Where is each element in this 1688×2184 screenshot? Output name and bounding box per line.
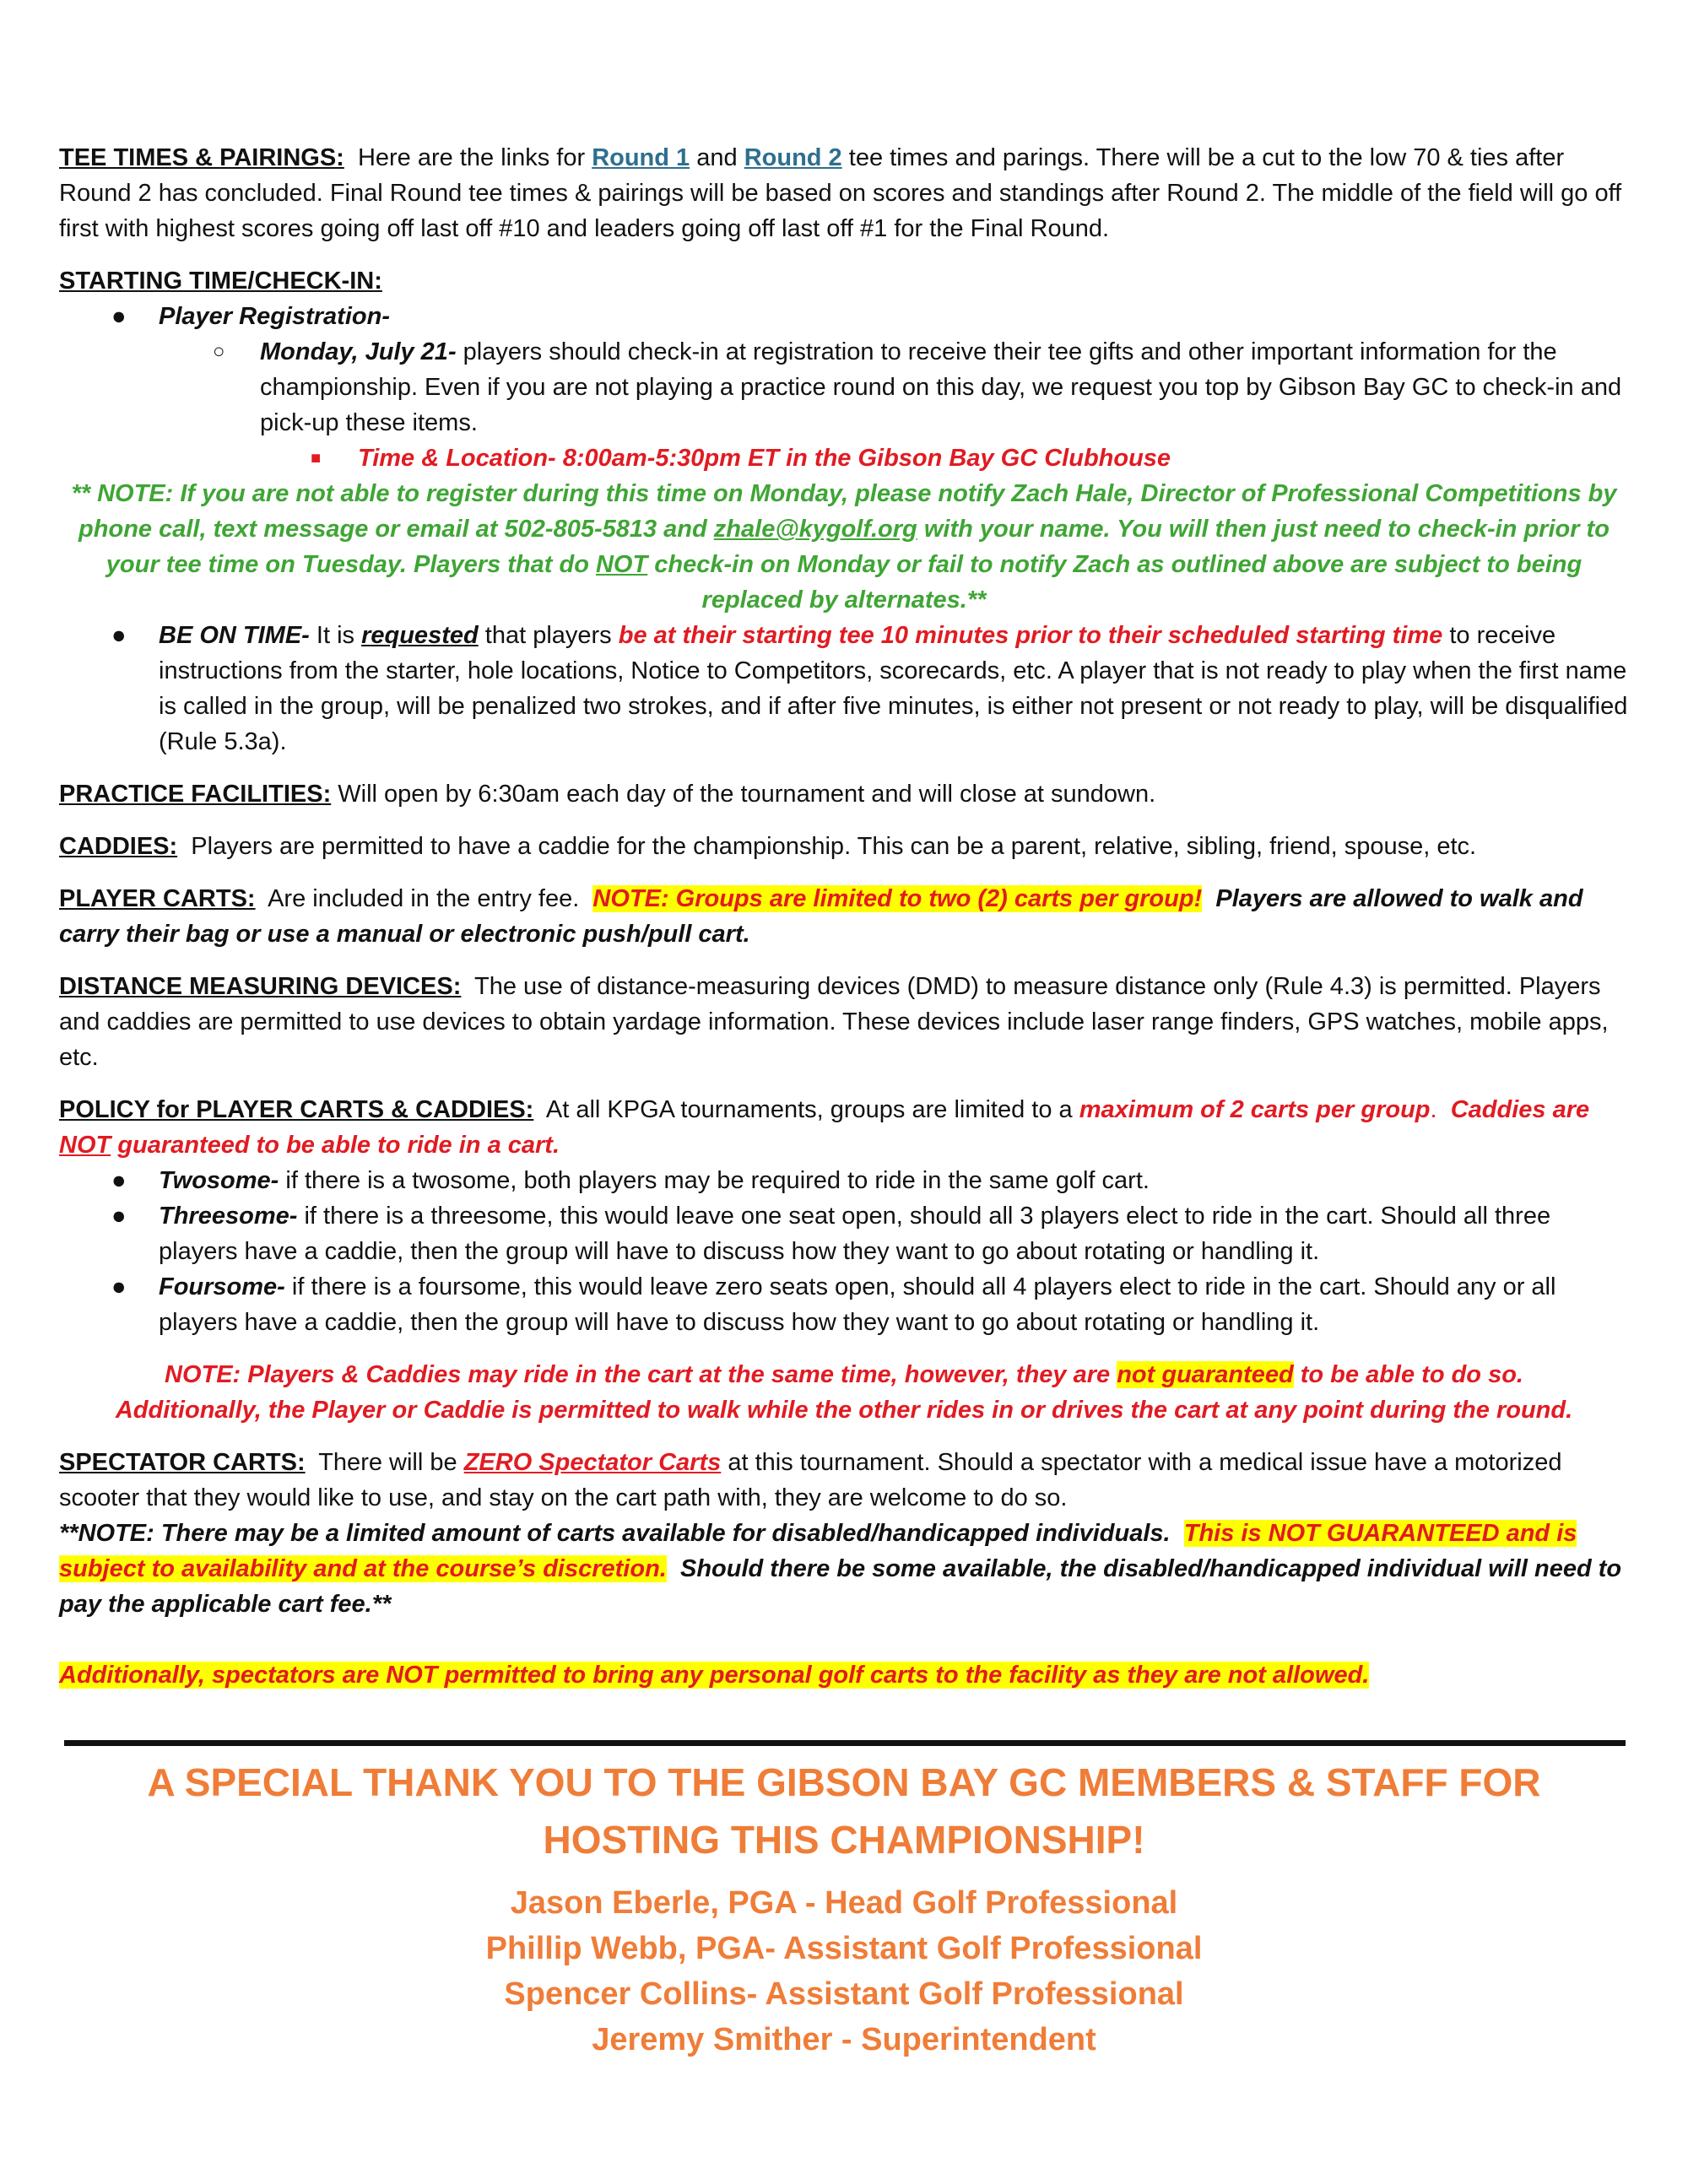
on-time-label: BE ON TIME- <box>159 622 310 649</box>
caddies-heading: CADDIES: <box>59 833 178 860</box>
divider <box>64 1740 1626 1746</box>
tee-times-details: tee times and parings. There will be a cut to the low 70 & ties after Round 2 has concluded. Final Round tee times & pairings will be based on scores and standings after Round 2. The middle of the field will go off first with highest scores going off last off #10 and leaders going off last off #1 for the Final Round. <box>59 144 1622 242</box>
ride-note-a: NOTE: Players & Caddies may ride in the cart at the same time, however, they are <box>165 1361 1111 1388</box>
bullet-icon: ● <box>111 1273 127 1300</box>
list-item-text: if there is a threesome, this would leave one seat open, should all 3 players elect to ride in the cart. Should all three players have a caddie, then the group will have to discuss how they want to go about rotating or handling it. <box>159 1203 1551 1265</box>
practice-text: Will open by 6:30am each day of the tournament and will close at sundown. <box>338 781 1156 808</box>
spectator-note-a: **NOTE: There may be a limited amount of carts available for disabled/handicapped individuals. <box>59 1520 1171 1547</box>
spectator-text-b: at this tournament. Should a spectator with a medical issue have a motorized scooter that they would like to use, and stay on the cart path with, they are welcome to do so. <box>59 1449 1562 1511</box>
list-item-label: Threesome- <box>159 1203 298 1230</box>
policy-caddies-are: Caddies are <box>1450 1096 1590 1123</box>
caddies-section <box>59 829 1629 864</box>
starting-heading: STARTING TIME/CHECK-IN: <box>59 268 382 295</box>
tee-times-section <box>59 140 1629 246</box>
dmd-heading: DISTANCE MEASURING DEVICES: <box>59 973 462 1000</box>
policy-dot: . <box>1430 1096 1437 1123</box>
spectator-section <box>59 1445 1629 1693</box>
staff-item: Phillip Webb, PGA- Assistant Golf Professional <box>485 1931 1203 1966</box>
bullet-icon: ● <box>111 1167 127 1194</box>
starting-section <box>59 263 1629 760</box>
on-time-red: be at their starting tee 10 minutes prior to their scheduled starting time <box>618 622 1443 649</box>
player-carts-heading: PLAYER CARTS: <box>59 885 256 912</box>
policy-not: NOT <box>59 1132 111 1159</box>
policy-max: maximum of 2 carts per group <box>1079 1096 1431 1123</box>
player-carts-text: Are included in the entry fee. <box>268 885 580 912</box>
bullet-icon: ● <box>111 622 127 649</box>
time-location: Time & Location- 8:00am-5:30pm ET in the Gibson Bay GC Clubhouse <box>358 445 1171 472</box>
note-text-b: with your name. You will then just need to check-in prior to your tee time on Tuesday. Players that do <box>106 516 1610 578</box>
monday-text: players should check-in at registration to receive their tee gifts and other important information for the championship. Even if you are not playing a practice round on this day, we request you top by Gibson Bay GC to check-in and pick-up these items. <box>260 338 1622 436</box>
policy-text: At all KPGA tournaments, groups are limited to a <box>545 1096 1073 1123</box>
staff-item: Jeremy Smither - Superintendent <box>592 2022 1096 2057</box>
list-item-text: if there is a twosome, both players may be required to ride in the same golf cart. <box>285 1167 1150 1194</box>
circle-bullet-icon: ○ <box>213 340 225 363</box>
ride-note-b: to be able to do so. <box>1300 1361 1523 1388</box>
spectator-additionally-text: Additionally, spectators are NOT permitted to bring any personal golf carts to the facility as they are not allowed. <box>59 1662 1370 1689</box>
list-item <box>59 1163 1629 1198</box>
spectator-heading: SPECTATOR CARTS: <box>59 1449 306 1476</box>
note-text-a: ** NOTE: If you are not able to register during this time on Monday, please notify Zach Hale, Director of Professional Competitions by phone call, text message or email at 502-805-5813 and <box>71 480 1617 543</box>
group-policy-list <box>59 1163 1629 1340</box>
on-time-item <box>59 618 1629 760</box>
square-bullet-icon: ■ <box>311 449 322 468</box>
staff-list <box>59 1880 1629 2062</box>
policy-heading: POLICY for PLAYER CARTS & CADDIES: <box>59 1096 534 1123</box>
list-item-label: Foursome- <box>159 1273 285 1300</box>
on-time-text-c: to receive instructions from the starter, hole locations, Notice to Competitors, scorecards, etc. A player that is not ready to play when the first name is called in the group, will be penalized two strokes, and if after five minutes, is either not present or not ready to play, will be disqualified (Rule 5.3a). <box>159 622 1628 755</box>
ride-note-c: Additionally, the Player or Caddie is permitted to walk while the other rides in or drives the cart at any point during the round. <box>115 1397 1573 1424</box>
ride-note-highlight: not guaranteed <box>1117 1361 1294 1388</box>
on-time-text-b: that players <box>484 622 612 649</box>
spectator-note <box>59 1516 1629 1622</box>
list-item-label: Twosome- <box>159 1167 279 1194</box>
dmd-section <box>59 969 1629 1075</box>
ride-note <box>59 1357 1629 1428</box>
spacer <box>59 1622 1629 1657</box>
on-time-text-a: It is <box>316 622 355 649</box>
thank-you-line-2: HOSTING THIS CHAMPIONSHIP! <box>543 1818 1145 1862</box>
staff-item: Jason Eberle, PGA - Head Golf Professional <box>510 1885 1178 1921</box>
thank-you-block <box>59 1754 1629 2062</box>
caddies-text: Players are permitted to have a caddie for the championship. This can be a parent, relative, sibling, friend, spouse, etc. <box>191 833 1477 860</box>
list-item <box>59 1198 1629 1269</box>
policy-section <box>59 1092 1629 1340</box>
registration-note <box>59 476 1629 618</box>
tee-times-text: Here are the links for <box>357 144 586 171</box>
thank-you-line-1: A SPECIAL THANK YOU TO THE GIBSON BAY GC MEMBERS & STAFF FOR <box>147 1760 1541 1804</box>
player-carts-section <box>59 881 1629 952</box>
spectator-note-b: Should there be some available, the disabled/handicapped individual will need to pay the applicable cart fee.** <box>59 1555 1622 1618</box>
tee-times-text-and: and <box>696 144 738 171</box>
bullet-icon: ● <box>111 1203 127 1230</box>
list-item <box>59 1269 1629 1340</box>
bullet-icon: ● <box>111 303 127 330</box>
tee-times-heading: TEE TIMES & PAIRINGS: <box>59 144 344 171</box>
spectator-additionally <box>59 1657 1629 1693</box>
email-link[interactable]: zhale@kygolf.org <box>713 516 917 543</box>
spectator-note-highlight: This is NOT GUARANTEED and is subject to availability and at the course’s discretion. <box>59 1520 1577 1582</box>
staff-item: Spencer Collins- Assistant Golf Professional <box>504 1976 1184 2012</box>
page-content <box>59 140 1629 1710</box>
practice-section <box>59 776 1629 812</box>
monday-label: Monday, July 21- <box>260 338 457 365</box>
round-1-link[interactable]: Round 1 <box>592 144 690 171</box>
list-item-text: if there is a foursome, this would leave zero seats open, should all 4 players elect to ride in the cart. Should any or all players have a caddie, then the group will have to discuss how they want to go about rotating or handling it. <box>159 1273 1556 1336</box>
registration-label: Player Registration- <box>159 303 390 330</box>
time-location-item <box>59 441 1629 476</box>
spectator-text-a: There will be <box>318 1449 457 1476</box>
practice-heading: PRACTICE FACILITIES: <box>59 781 332 808</box>
spectator-intro <box>59 1445 1629 1516</box>
player-carts-note: NOTE: Groups are limited to two (2) carts per group! <box>592 885 1203 912</box>
policy-guaranteed: guaranteed to be able to ride in a cart. <box>117 1132 560 1159</box>
policy-intro <box>59 1092 1629 1163</box>
round-2-link[interactable]: Round 2 <box>744 144 842 171</box>
player-carts-walk: Players are allowed to walk and carry their bag or use a manual or electronic push/pull cart. <box>59 885 1583 948</box>
on-time-requested: requested <box>361 622 479 649</box>
dmd-text: The use of distance-measuring devices (DMD) to measure distance only (Rule 4.3) is permitted. Players and caddies are permitted to use devices to obtain yardage information. These devices include laser range finders, GPS watches, mobile apps, etc. <box>59 973 1609 1071</box>
spectator-zero: ZERO Spectator Carts <box>463 1449 722 1476</box>
note-text-c: check-in on Monday or fail to notify Zach as outlined above are subject to being replaced by alternates.** <box>654 551 1582 614</box>
note-not: NOT <box>595 551 648 578</box>
monday-item <box>59 334 1629 441</box>
registration-item <box>59 299 1629 334</box>
